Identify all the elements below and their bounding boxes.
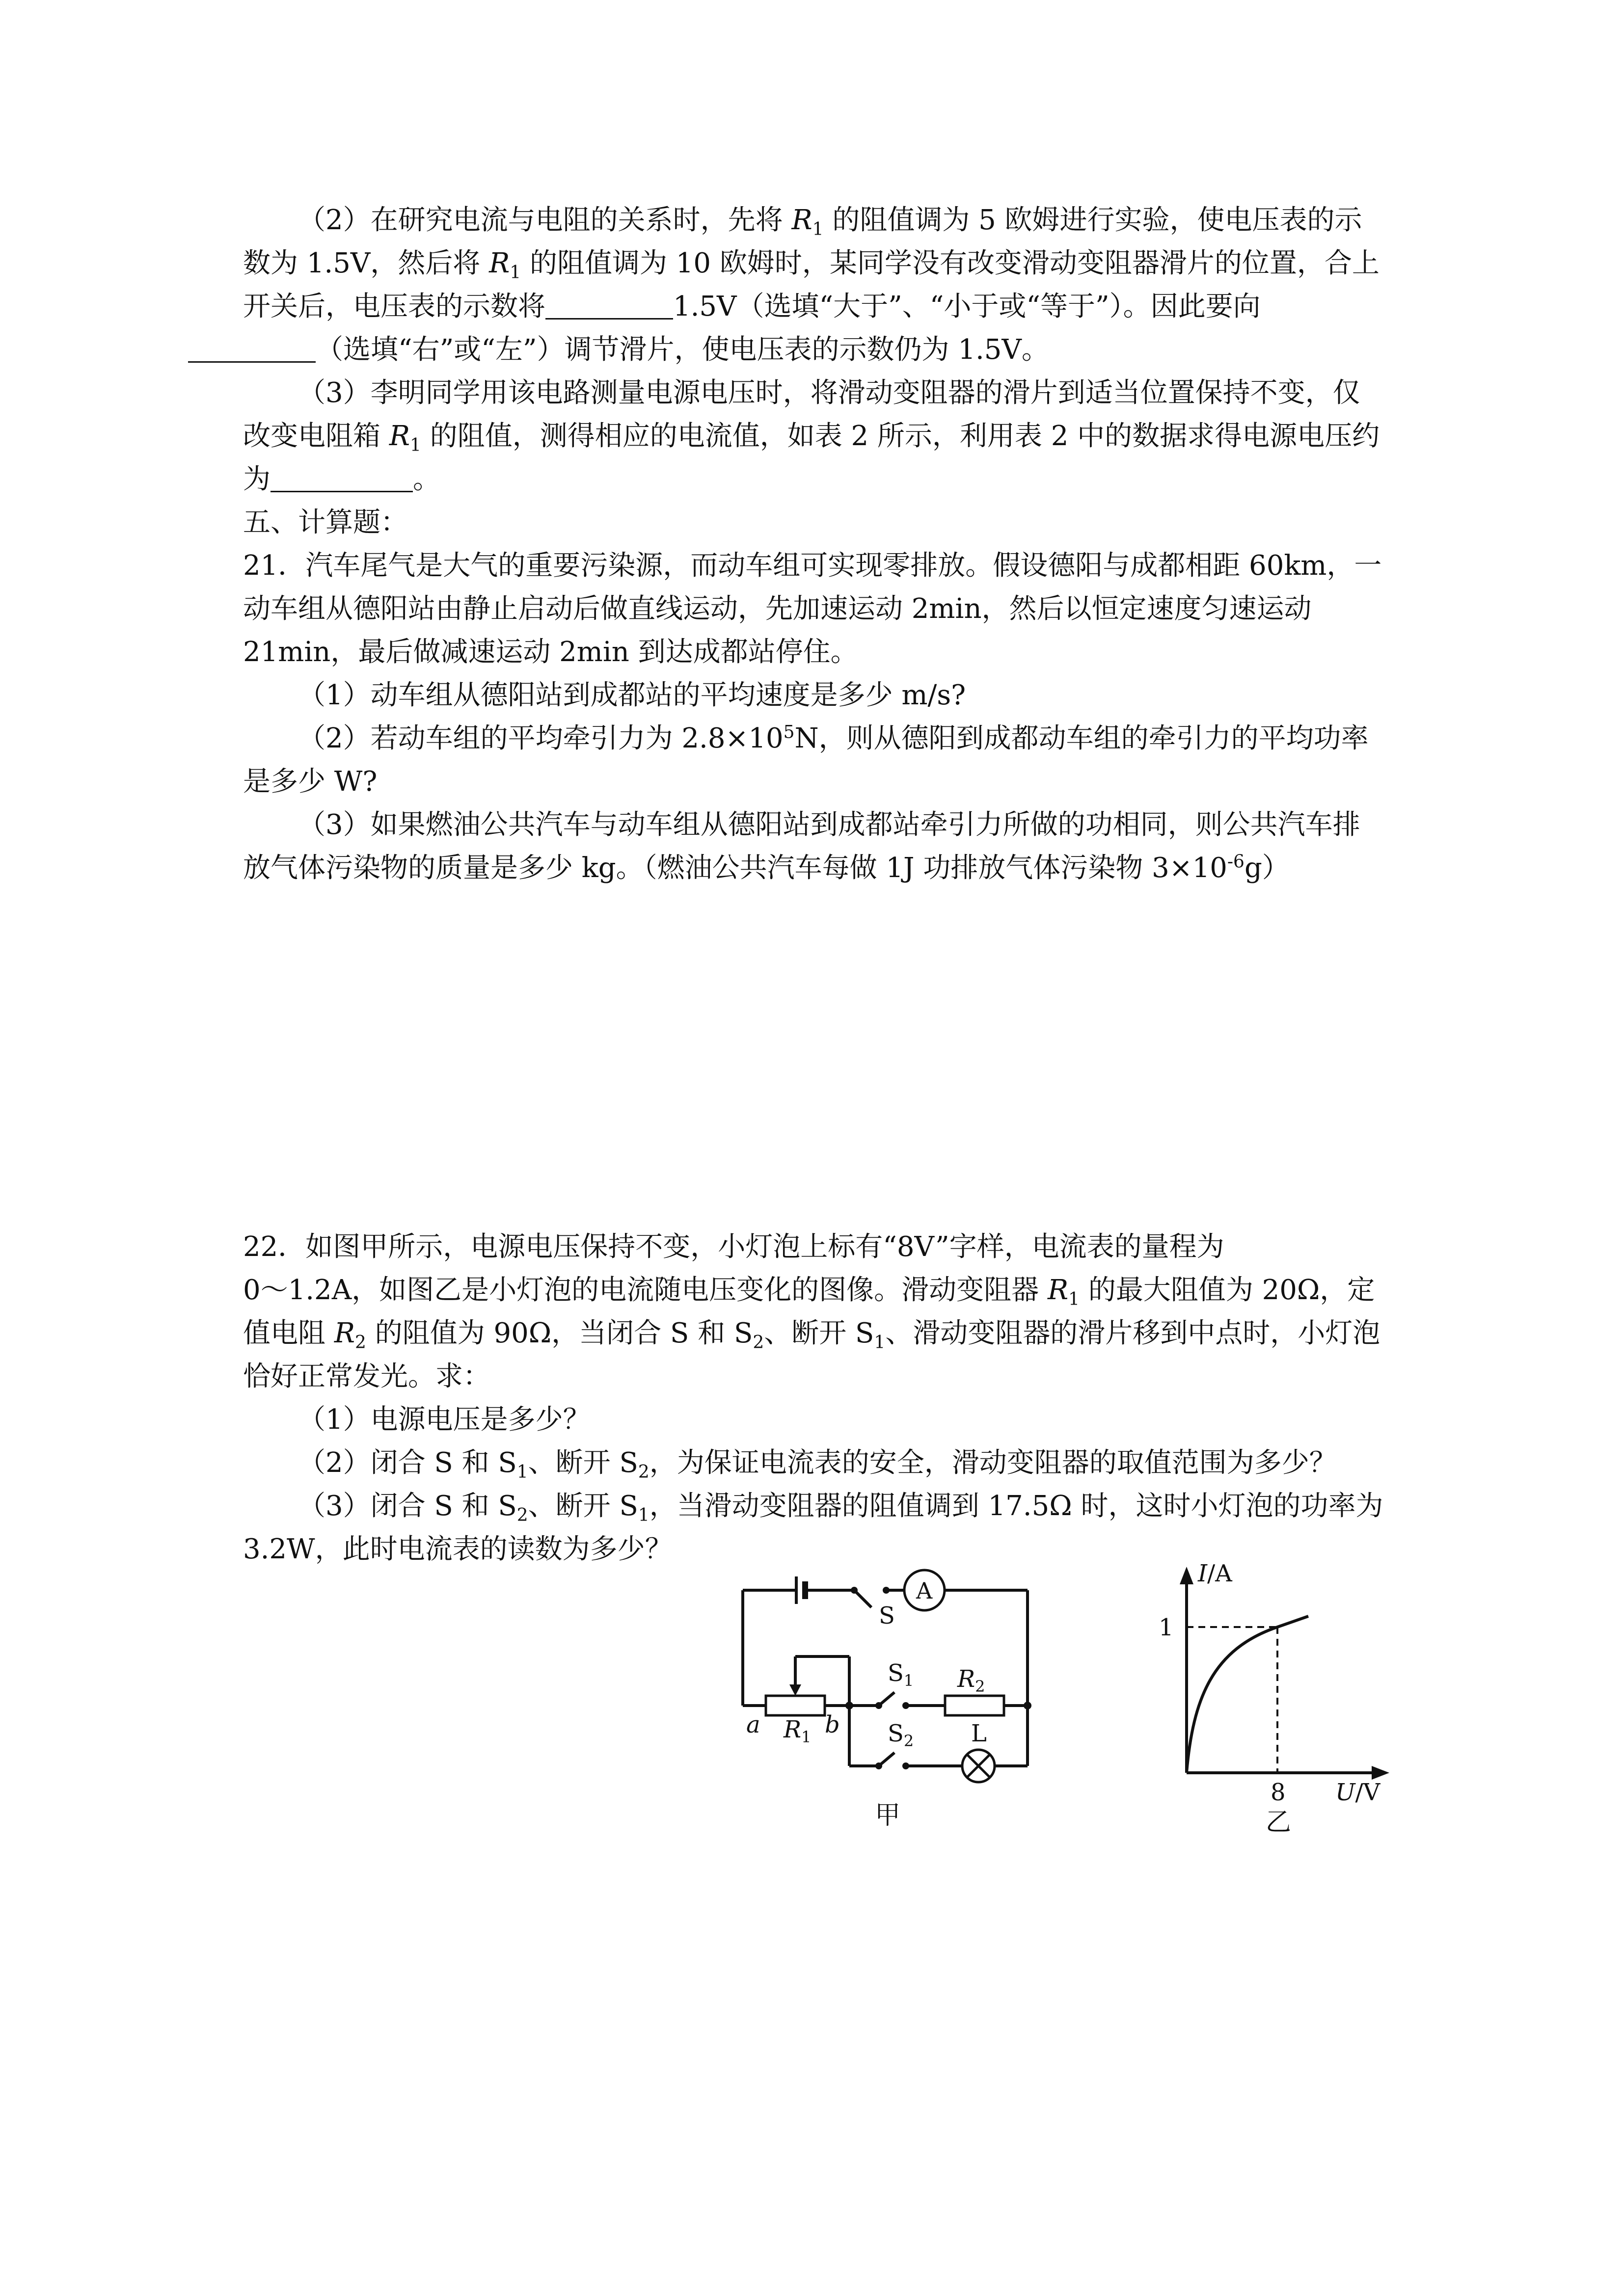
x-axis-label: U/V [1335,1779,1380,1806]
switch-s-label: S [879,1602,895,1629]
lamp-iu-curve [1187,1616,1308,1773]
answer-blank[interactable] [271,463,413,492]
circuit-diagram [707,1561,1051,1855]
node-a-label: a [746,1711,760,1738]
ammeter-label: A [916,1577,933,1604]
iu-graph [1129,1546,1404,1841]
q20-part3: （3）李明同学用该电路测量电源电压时，将滑动变阻器的滑片到适当位置保持不变，仅改变电阻箱 $R_1$ 的阻值，测得相应的电流值，如表 2 所示，利用表 2 中的数据求得电源电压约为 。 [243,377,1380,495]
node-b-label: b [825,1711,840,1738]
x-tick-label: 8 [1271,1779,1286,1806]
y-axis-label: I/A [1198,1560,1232,1587]
q20-part2: （2）在研究电流与电阻的关系时，先将 $R_1$ 的阻值调为 5 欧姆进行实验，使电压表的示数为 1.5V，然后将 $R_1$ 的阻值调为 10 欧姆时，某同学没有改变滑动变阻器滑片的位置，合上开关后，电压表的示数将 1.5V（选填“大于”、“小于或“等于”）。因此要向 （选填“右”或“左”）调节滑片，使电压表的示数仍为 1.5V。 [243,199,1387,372]
circuit-caption: 甲 [875,1801,901,1830]
q21-stem: 21．汽车尾气是大气的重要污染源，而动车组可实现零排放。假设德阳与成都相距 60km，一动车组从德阳站由静止启动后做直线运动，先加速运动 2min，然后以恒定速度匀速运动 21min，最后做减速运动 2min 到达成都站停住。 [243,550,1382,668]
answer-blank[interactable] [188,334,316,363]
answer-blank[interactable] [545,291,673,320]
q22-sub1: （1）电源电压是多少？ [298,1404,591,1436]
y-axis-arrow [1180,1567,1193,1584]
q22-sub2: （2）闭合 S 和 $S_1$、断开 $S_2$，为保证电流表的安全，滑动变阻器的取值范围为多少？ [298,1447,1337,1483]
section-heading: 五、计算题： [243,507,408,538]
q22-stem: 22．如图甲所示，电源电压保持不变，小灯泡上标有“8V”字样，电流表的量程为 0～1.2A，如图乙是小灯泡的电流随电压变化的图像。滑动变阻器 $R_1$ 的最大阻值为 20Ω，定值电阻 $R_2$ 的阻值为 90Ω，当闭合 S 和 $S_2$、断开 $S_1$、滑动变阻器的滑片移到中点时，小灯泡恰好正常发光。求： [243,1231,1380,1392]
q22-sub3: （3）闭合 S 和 $S_2$、断开 $S_1$，当滑动变阻器的阻值调到 17.5Ω 时，这时小灯泡的功率为 3.2W，此时电流表的读数为多少？ [243,1490,1383,1565]
lamp-label: L [971,1720,987,1747]
q21-sub2: （2）若动车组的平均牵引力为 $2.8\times 10^5N$，则从德阳到成都动车组的牵引力的平均功率是多少 W? [243,722,1369,798]
x-axis-arrow [1372,1766,1389,1780]
graph-caption: 乙 [1266,1808,1292,1837]
resistor-r1-label: $R_1$ [784,1716,812,1746]
switch-s1-label: $S_1$ [888,1659,914,1690]
resistor-r2-label: $R_2$ [957,1665,985,1696]
y-tick-label: 1 [1159,1614,1174,1641]
q21-sub1: （1）动车组从德阳站到成都站的平均速度是多少 m/s? [298,679,966,711]
q21-sub3: （3）如果燃油公共汽车与动车组从德阳站到成都站牵引力所做的功相同，则公共汽车排放气体污染物的质量是多少 kg。（燃油公共汽车每做 1J 功排放气体污染物 $3\times 10^{-6}g$） [243,809,1360,884]
switch-s2-label: $S_2$ [888,1720,914,1750]
